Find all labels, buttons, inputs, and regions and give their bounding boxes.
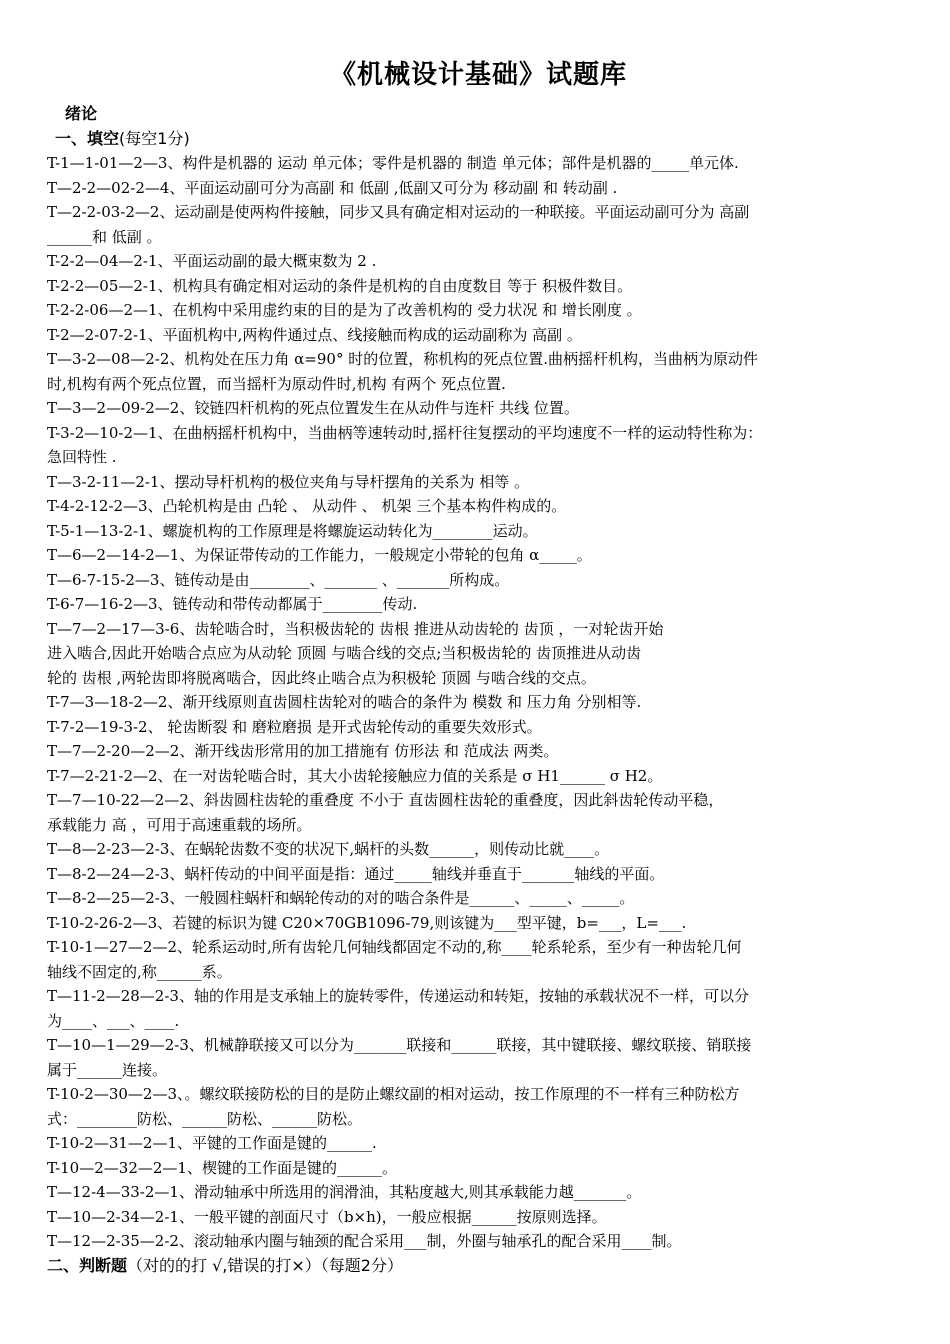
- question-line: T—7—2—17—3-6、齿轮啮合时，当积极齿轮的 齿根 推进从动齿轮的 齿顶 ，一对轮齿开始: [47, 619, 664, 638]
- question-line: T—12-4—33-2—1、滑动轴承中所选用的润滑油，其粘度越大,则其承载能力越_______。: [47, 1183, 642, 1201]
- question-line: T-2—2-07-2-1、平面机构中,两构件通过点、线接触而构成的运动副称为 高副 。: [47, 325, 582, 344]
- question-line: 属于______连接。: [47, 1060, 168, 1079]
- intro-heading: 绪论: [65, 104, 98, 123]
- question-line: T-7—2-21-2—2、在一对齿轮啮合时，其大小齿轮接触应力值的关系是 σ H1______ σ H2。: [47, 766, 663, 785]
- question-line: 承载能力 高 ，可用于高速重载的场所。: [47, 815, 312, 834]
- question-line: T-7—3—18-2—2、渐开线原则直齿圆柱齿轮对的啮合的条件为 模数 和 压力角 分别相等.: [47, 693, 642, 711]
- question-line: T—6—2—14-2—1、为保证带传动的工作能力，一般规定小带轮的包角 α_____。: [47, 546, 592, 564]
- page-title: 《机械设计基础》试题库: [329, 60, 627, 90]
- question-line: T-4-2-12-2—3、凸轮机构是由 凸轮 、 从动件 、 机架 三个基本构件构成的。: [47, 497, 567, 515]
- question-line: T—11-2—28—2-3、轴的作用是支承轴上的旋转零件，传递运动和转矩，按轴的承载状况不一样，可以分: [47, 987, 749, 1005]
- question-line: ______和 低副 。: [47, 227, 162, 246]
- question-line: T-2-2—05—2-1、机构具有确定相对运动的条件是机构的自由度数目 等于 积极件数目。: [47, 276, 633, 295]
- section-judge-heading: [47, 1254, 910, 1279]
- question-line: T-6-7—16-2—3、链传动和带传动都属于________传动.: [47, 595, 418, 613]
- question-line: T-2-2—04—2-1、平面运动副的最大概束数为 2 .: [47, 252, 377, 270]
- question-line: T—3-2-11—2-1、摆动导杆机构的极位夹角与导杆摆角的关系为 相等 。: [47, 472, 530, 491]
- question-line: T—10—1—29—2-3、机械静联接又可以分为_______联接和______联接，其中键联接、螺纹联接、销联接: [47, 1036, 752, 1054]
- question-line: 轴线不固定的,称______系。: [47, 962, 232, 981]
- section-fill-note: (每空1分): [119, 128, 190, 148]
- question-line: T—12—2-35—2-2、滚动轴承内圈与轴颈的配合采用___制，外圈与轴承孔的配合采用____制。: [47, 1232, 682, 1250]
- question-line: 轮的 齿根 ,两轮齿即将脱离啮合，因此终止啮合点为积极轮 顶圆 与啮合线的交点。: [47, 668, 596, 687]
- question-line: T-7-2—19-3-2、 轮齿断裂 和 磨粒磨损 是开式齿轮传动的重要失效形式。: [47, 717, 542, 736]
- question-line: T-10-2-26-2—3、若键的标识为键 C20×70GB1096-79,则该键为___型平键，b=___，L=___.: [47, 913, 687, 932]
- section-judge-note: （对的的打 √,错误的打×）（每题2分）: [127, 1255, 403, 1275]
- question-line: T—2-2-03-2—2、运动副是使两构件接触，同步又具有确定相对运动的一种联接。平面运动副可分为 高副: [47, 203, 750, 221]
- question-line: T—3—2—09-2—2、铰链四杆机构的死点位置发生在从动件与连杆 共线 位置。: [47, 399, 579, 417]
- question-line: 急回特性 .: [47, 448, 117, 466]
- question-line: T-2-2-06—2—1、在机构中采用虚约束的目的是为了改善机构的 受力状况 和 增长刚度 。: [47, 301, 642, 319]
- question-line: T—8—2-23—2-3、在蜗轮齿数不变的状况下,蜗杆的头数______，则传动比就____。: [47, 840, 610, 858]
- question-line: 时,机构有两个死点位置，而当摇杆为原动件时,机构 有两个 死点位置.: [47, 374, 506, 393]
- question-line: T—3-2—08—2-2、机构处在压力角 α=90° 时的位置，称机构的死点位置.曲柄摇杆机构，当曲柄为原动件: [47, 350, 758, 368]
- question-line: T—6-7-15-2—3、链传动是由________、_______ 、_______所构成。: [47, 570, 510, 589]
- question-line: T—10—2-34—2-1、一般平键的剖面尺寸（b×h)，一般应根据______按原则选择。: [47, 1207, 607, 1226]
- question-line: T-5-1—13-2-1、螺旋机构的工作原理是将螺旋运动转化为________运动。: [47, 521, 538, 540]
- question-line: T-3-2—10-2—1、在曲柄摇杆机构中，当曲柄等速转动时,摇杆往复摆动的平均速度不一样的运动特性称为：: [47, 423, 763, 442]
- question-line: T—8-2—25—2-3、一般圆柱蜗杆和蜗轮传动的对的啮合条件是______、_____、_____。: [47, 889, 635, 907]
- question-line: 式：________防松、______防松、______防松。: [47, 1109, 363, 1128]
- section-fill-label: 一、填空: [55, 128, 120, 148]
- question-line: T—7—2-20—2—2、渐开线齿形常用的加工措施有 仿形法 和 范成法 两类。: [47, 742, 559, 760]
- section-fill-heading: [47, 127, 910, 152]
- question-line: T—7—10-22—2—2、斜齿圆柱齿轮的重叠度 不小于 直齿圆柱齿轮的重叠度，因此斜齿轮传动平稳，: [47, 791, 724, 809]
- question-line: T—2-2—02-2—4、平面运动副可分为高副 和 低副 ,低副又可分为 移动副 和 转动副 .: [47, 178, 618, 197]
- question-list: [47, 151, 910, 1254]
- question-line: T—8-2—24—2-3、蜗杆传动的中间平面是指：通过_____轴线并垂直于_______轴线的平面。: [47, 864, 665, 883]
- question-line: T-10-2—30—2—3、。螺纹联接防松的目的是防止螺纹副的相对运动，按工作原理的不一样有三种防松方: [47, 1085, 740, 1103]
- question-line: T-10-1—27—2—2、轮系运动时,所有齿轮几何轴线都固定不动的,称____轮系轮系，至少有一种齿轮几何: [47, 938, 742, 956]
- question-line: T-1—1-01—2—3、构件是机器的 运动 单元体；零件是机器的 制造 单元体；部件是机器的_____单元体.: [47, 154, 739, 172]
- section-judge-label: 二、判断题: [47, 1255, 128, 1275]
- question-line: T-10-2—31—2—1、平键的工作面是键的______.: [47, 1134, 377, 1152]
- question-line: 为____、___、____.: [47, 1011, 180, 1030]
- question-line: T-10—2—32—2—1、楔键的工作面是键的______。: [47, 1158, 397, 1177]
- question-line: 进入啮合,因此开始啮合点应为从动轮 顶圆 与啮合线的交点;当积极齿轮的 齿顶推进从动齿: [47, 644, 642, 662]
